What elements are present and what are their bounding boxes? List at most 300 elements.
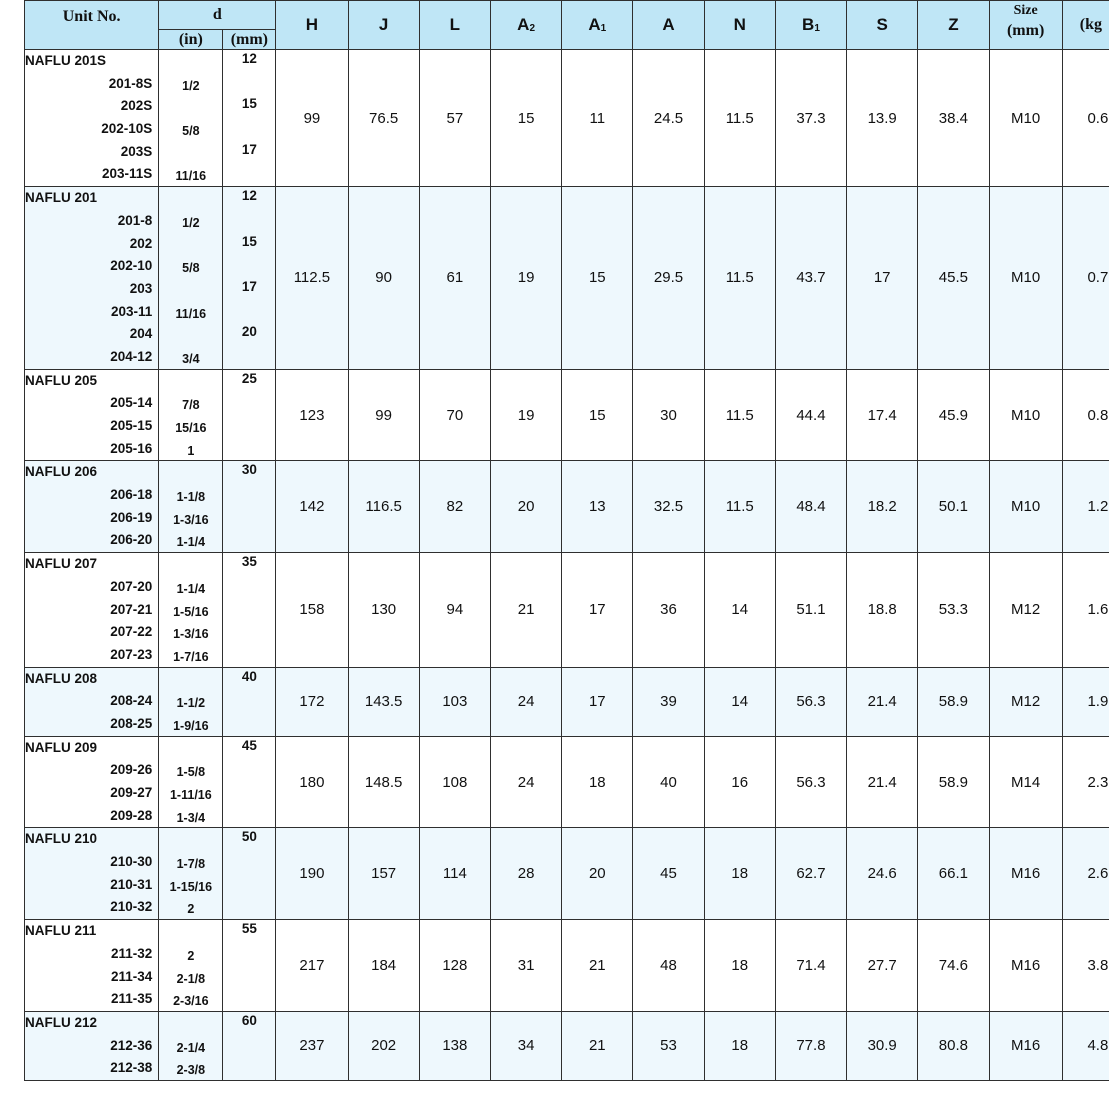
- dimension-value: 14: [704, 667, 775, 736]
- unit-number: 204: [129, 326, 153, 342]
- bore-mm: [223, 346, 275, 369]
- bore-mm: [223, 255, 275, 278]
- bore-inch: 1-7/8: [176, 857, 206, 872]
- dimension-value: 15: [490, 50, 561, 187]
- bore-inch: 11/16: [175, 306, 207, 321]
- dimension-value: 39: [633, 667, 704, 736]
- dimension-value: M16: [989, 1011, 1062, 1080]
- dimension-value: 2.6: [1062, 828, 1109, 920]
- table-row: [25, 50, 1109, 187]
- bore-inch: 2: [187, 902, 195, 917]
- col-header: S: [847, 1, 918, 50]
- col-header: Z: [918, 1, 989, 50]
- dimension-value: 80.8: [918, 1011, 989, 1080]
- table-body: [25, 50, 1109, 1081]
- unit-number: 207-20: [110, 578, 153, 594]
- bore-inch: [159, 461, 222, 484]
- bore-inch: [159, 95, 222, 118]
- dimension-value: M14: [989, 736, 1062, 828]
- dimension-value: 13: [562, 461, 633, 553]
- dimension-value: 53.3: [918, 553, 989, 667]
- dimension-value: 148.5: [348, 736, 419, 828]
- col-header: H: [276, 1, 348, 50]
- bore-mm: [223, 392, 275, 415]
- bore-inch: 5/8: [182, 124, 200, 139]
- table-row: [25, 736, 1109, 828]
- col-header: L: [419, 1, 490, 50]
- bore-inch: [159, 50, 222, 73]
- dimension-value: 17.4: [847, 369, 918, 461]
- mm-column-cell: [223, 187, 276, 370]
- dimension-value: 13.9: [847, 50, 918, 187]
- dimension-value: 11.5: [704, 369, 775, 461]
- d-in-header: (in): [159, 30, 223, 50]
- dimension-value: 130: [348, 553, 419, 667]
- unit-number: 203: [129, 280, 153, 296]
- table-row: [25, 667, 1109, 736]
- dimension-value: 99: [348, 369, 419, 461]
- dimension-value: 24.5: [633, 50, 704, 187]
- bore-mm: [223, 415, 275, 438]
- dimension-value: 2.3: [1062, 736, 1109, 828]
- dimension-value: 112.5: [276, 187, 348, 370]
- unit-number: 210-32: [110, 899, 153, 915]
- dimension-value: 17: [847, 187, 918, 370]
- dimension-value: 77.8: [775, 1011, 846, 1080]
- bore-mm: 50: [241, 829, 257, 845]
- dimension-value: 48.4: [775, 461, 846, 553]
- unit-column-cell: [25, 553, 159, 667]
- unit-number: 201-8S: [108, 75, 153, 91]
- bore-inch: 1/2: [182, 215, 200, 230]
- dimension-value: 56.3: [775, 667, 846, 736]
- bore-mm: [223, 210, 275, 233]
- bore-mm: [223, 874, 275, 897]
- unit-number: 211-34: [111, 968, 153, 984]
- dimension-value: 1.6: [1062, 553, 1109, 667]
- unit-number: 204-12: [110, 348, 153, 364]
- dimension-value: 21: [562, 1011, 633, 1080]
- unit-number: 201-8: [117, 212, 153, 228]
- dimension-value: 11: [562, 50, 633, 187]
- unit-number: NAFLU 205: [25, 372, 98, 388]
- bore-mm: [223, 599, 275, 622]
- bore-mm: [223, 576, 275, 599]
- dimension-value: 202: [348, 1011, 419, 1080]
- bore-mm: 35: [241, 554, 257, 570]
- bore-mm: 12: [241, 188, 257, 204]
- dimension-value: 1.2: [1062, 461, 1109, 553]
- bore-inch: 1-1/2: [176, 696, 206, 711]
- bore-mm: [223, 1057, 275, 1080]
- bore-mm: 17: [241, 278, 257, 294]
- dimension-value: 157: [348, 828, 419, 920]
- bore-mm: 15: [241, 233, 257, 249]
- mm-column-cell: [223, 461, 276, 553]
- dimension-value: 76.5: [348, 50, 419, 187]
- dimension-value: 19: [490, 187, 561, 370]
- bore-inch: [159, 920, 222, 943]
- unit-no-header: Unit No.: [25, 1, 159, 50]
- bore-mm: [223, 644, 275, 667]
- unit-number: 209-26: [110, 762, 153, 778]
- dimension-value: 45.5: [918, 187, 989, 370]
- bore-inch: 2: [187, 948, 195, 963]
- dimension-value: 15: [562, 369, 633, 461]
- bore-inch: [159, 828, 222, 851]
- dimension-value: 28: [490, 828, 561, 920]
- bore-inch: 2-1/4: [176, 1040, 206, 1055]
- dimension-value: 37.3: [775, 50, 846, 187]
- dimension-value: 94: [419, 553, 490, 667]
- unit-number: 209-28: [110, 807, 153, 823]
- dimension-value: 24: [490, 667, 561, 736]
- unit-column-cell: [25, 50, 159, 187]
- bore-inch: 1-1/8: [176, 490, 206, 505]
- bore-mm: [223, 438, 275, 461]
- bore-mm: 55: [241, 921, 257, 937]
- dimension-value: 31: [490, 920, 561, 1012]
- in-column-cell: [159, 667, 223, 736]
- dimension-value: 19: [490, 369, 561, 461]
- col-header: N: [704, 1, 775, 50]
- bore-mm: [223, 943, 275, 966]
- unit-column-cell: [25, 1011, 159, 1080]
- unit-number: NAFLU 209: [25, 739, 98, 755]
- mm-column-cell: [223, 50, 276, 187]
- bolt-size-header: Size (mm): [989, 1, 1062, 50]
- dimension-value: 143.5: [348, 667, 419, 736]
- bore-inch: [159, 233, 222, 256]
- unit-column-cell: [25, 369, 159, 461]
- bore-mm: [223, 507, 275, 530]
- d-header: d: [159, 1, 276, 30]
- bore-inch: [159, 737, 222, 760]
- in-column-cell: [159, 553, 223, 667]
- dimension-value: 20: [562, 828, 633, 920]
- dimension-value: 190: [276, 828, 348, 920]
- table-row: [25, 461, 1109, 553]
- in-column-cell: [159, 187, 223, 370]
- unit-column-cell: [25, 187, 159, 370]
- bore-inch: 1-9/16: [173, 718, 209, 733]
- dimension-value: 61: [419, 187, 490, 370]
- unit-column-cell: [25, 461, 159, 553]
- dimension-value: 4.8: [1062, 1011, 1109, 1080]
- bore-mm: 30: [241, 462, 257, 478]
- unit-number: NAFLU 207: [25, 556, 98, 572]
- bore-mm: [223, 782, 275, 805]
- bearing-dimension-table: [24, 0, 1109, 1081]
- bore-mm: [223, 713, 275, 736]
- dimension-value: 237: [276, 1011, 348, 1080]
- bore-mm: 25: [241, 370, 257, 386]
- dimension-value: 18: [704, 920, 775, 1012]
- in-column-cell: [159, 1011, 223, 1080]
- bore-inch: 15/16: [175, 421, 207, 435]
- unit-number: 203-11: [111, 303, 153, 319]
- dimension-value: 21: [490, 553, 561, 667]
- unit-number: NAFLU 201S: [25, 53, 107, 68]
- bore-mm: 40: [241, 668, 257, 684]
- bore-mm: [223, 621, 275, 644]
- mm-column-cell: [223, 667, 276, 736]
- dimension-value: 18: [704, 1011, 775, 1080]
- unit-number: 202-10: [110, 258, 153, 274]
- in-column-cell: [159, 50, 223, 187]
- bore-inch: 1-1/4: [176, 581, 206, 596]
- unit-number: 205-15: [110, 418, 153, 433]
- dimension-value: M16: [989, 920, 1062, 1012]
- bore-mm: 12: [241, 51, 257, 66]
- bore-mm: 45: [241, 737, 257, 753]
- dimension-value: 11.5: [704, 50, 775, 187]
- table-row: [25, 1011, 1109, 1080]
- bore-mm: [223, 484, 275, 507]
- dimension-value: 18: [704, 828, 775, 920]
- unit-number: 212-36: [110, 1037, 153, 1053]
- bore-inch: 2-3/8: [176, 1063, 206, 1078]
- unit-number: NAFLU 210: [25, 831, 98, 847]
- mm-column-cell: [223, 369, 276, 461]
- dimension-value: 45.9: [918, 369, 989, 461]
- bore-inch: 1/2: [182, 78, 200, 93]
- bore-inch: [159, 278, 222, 301]
- dimension-value: 21.4: [847, 736, 918, 828]
- dimension-value: M10: [989, 369, 1062, 461]
- dimension-value: 17: [562, 667, 633, 736]
- table-row: [25, 369, 1109, 461]
- col-header: J: [348, 1, 419, 50]
- bore-mm: [223, 690, 275, 713]
- dimension-value: 43.7: [775, 187, 846, 370]
- dimension-value: M16: [989, 828, 1062, 920]
- unit-number: 212-38: [110, 1060, 153, 1076]
- unit-number: NAFLU 212: [25, 1014, 98, 1030]
- dimension-value: 45: [633, 828, 704, 920]
- table-row: [25, 920, 1109, 1012]
- dimension-value: M10: [989, 461, 1062, 553]
- dimension-value: 184: [348, 920, 419, 1012]
- unit-number: 211-35: [111, 991, 153, 1007]
- dimension-value: 11.5: [704, 187, 775, 370]
- bore-mm: [223, 896, 275, 919]
- dimension-value: 158: [276, 553, 348, 667]
- in-column-cell: [159, 736, 223, 828]
- unit-number: 211-32: [111, 945, 153, 961]
- bore-inch: [159, 668, 222, 691]
- dimension-value: 62.7: [775, 828, 846, 920]
- dimension-value: 18: [562, 736, 633, 828]
- bore-mm: [223, 759, 275, 782]
- unit-column-cell: [25, 920, 159, 1012]
- bore-inch: 2-3/16: [173, 994, 209, 1009]
- bore-inch: 1-1/4: [176, 535, 206, 550]
- mm-column-cell: [223, 1011, 276, 1080]
- dimension-value: 27.7: [847, 920, 918, 1012]
- dimension-value: 99: [276, 50, 348, 187]
- bore-inch: 2-1/8: [176, 971, 206, 986]
- mm-column-cell: [223, 553, 276, 667]
- bore-inch: [159, 1012, 222, 1035]
- dimension-value: 3.8: [1062, 920, 1109, 1012]
- dimension-value: 17: [562, 553, 633, 667]
- dimension-value: 66.1: [918, 828, 989, 920]
- dimension-value: 44.4: [775, 369, 846, 461]
- dimension-value: 58.9: [918, 736, 989, 828]
- table-row: [25, 553, 1109, 667]
- dimension-value: 24: [490, 736, 561, 828]
- dimension-value: 0.7: [1062, 187, 1109, 370]
- dimension-value: 116.5: [348, 461, 419, 553]
- dimension-value: 36: [633, 553, 704, 667]
- dimension-value: 16: [704, 736, 775, 828]
- unit-number: 206-19: [110, 509, 153, 525]
- bore-inch: 1-5/8: [176, 765, 206, 780]
- bore-mm: [223, 851, 275, 874]
- dimension-value: 21: [562, 920, 633, 1012]
- mm-column-cell: [223, 736, 276, 828]
- dimension-value: 103: [419, 667, 490, 736]
- dimension-value: 15: [562, 187, 633, 370]
- dimension-value: 34: [490, 1011, 561, 1080]
- unit-number: 206-18: [110, 487, 153, 503]
- bore-inch: [159, 370, 222, 393]
- table-row: [25, 828, 1109, 920]
- unit-number: 205-16: [110, 440, 153, 456]
- dimension-value: M10: [989, 187, 1062, 370]
- dimension-value: M12: [989, 667, 1062, 736]
- dimension-value: 74.6: [918, 920, 989, 1012]
- dimension-value: 32.5: [633, 461, 704, 553]
- dimension-value: 18.2: [847, 461, 918, 553]
- bore-mm: 17: [241, 141, 257, 157]
- bore-mm: 15: [241, 96, 257, 112]
- dimension-value: 138: [419, 1011, 490, 1080]
- header-row-1: [25, 1, 1109, 30]
- col-header: $A_2$: [490, 1, 561, 50]
- bore-inch: 1-3/16: [173, 627, 209, 642]
- unit-number: 207-22: [110, 624, 153, 640]
- bore-inch: 11/16: [175, 169, 207, 184]
- dimension-value: 0.6: [1062, 50, 1109, 187]
- bore-inch: 7/8: [182, 398, 200, 413]
- dimension-value: M12: [989, 553, 1062, 667]
- unit-number: 209-27: [110, 785, 153, 800]
- bore-mm: [223, 73, 275, 96]
- dimension-value: 51.1: [775, 553, 846, 667]
- dimension-value: 11.5: [704, 461, 775, 553]
- d-mm-header: (mm): [223, 30, 276, 50]
- table-row: [25, 187, 1109, 370]
- in-column-cell: [159, 369, 223, 461]
- bore-mm: [223, 163, 275, 186]
- dimension-value: 58.9: [918, 667, 989, 736]
- dimension-value: 217: [276, 920, 348, 1012]
- unit-number: 202S: [120, 98, 153, 114]
- dimension-value: 53: [633, 1011, 704, 1080]
- unit-number: 203-11S: [102, 166, 153, 182]
- bore-mm: [223, 988, 275, 1011]
- unit-column-cell: [25, 667, 159, 736]
- dimension-value: 0.8: [1062, 369, 1109, 461]
- bore-mm: [223, 118, 275, 141]
- bore-inch: 1-5/16: [173, 604, 209, 619]
- bore-inch: 3/4: [182, 351, 200, 366]
- dimension-value: 20: [490, 461, 561, 553]
- mm-column-cell: [223, 828, 276, 920]
- dimension-value: 24.6: [847, 828, 918, 920]
- unit-number: 208-24: [110, 693, 153, 709]
- dimension-value: 82: [419, 461, 490, 553]
- bore-inch: 1-11/16: [169, 788, 212, 802]
- dimension-value: 108: [419, 736, 490, 828]
- dimension-value: 29.5: [633, 187, 704, 370]
- unit-number: 207-21: [110, 601, 153, 617]
- dimension-value: 18.8: [847, 553, 918, 667]
- bore-mm: [223, 1035, 275, 1058]
- unit-number: 207-23: [110, 646, 153, 662]
- bore-inch: [159, 187, 222, 210]
- dimension-value: 56.3: [775, 736, 846, 828]
- mm-column-cell: [223, 920, 276, 1012]
- bore-inch: 5/8: [182, 261, 200, 276]
- unit-number: 210-31: [110, 876, 153, 892]
- dimension-value: 30.9: [847, 1011, 918, 1080]
- dimension-value: 90: [348, 187, 419, 370]
- unit-number: 202-10S: [101, 121, 153, 137]
- dimension-value: 180: [276, 736, 348, 828]
- unit-number: NAFLU 201: [25, 190, 98, 206]
- dimension-value: 128: [419, 920, 490, 1012]
- bore-mm: [223, 805, 275, 828]
- bore-mm: 20: [241, 324, 257, 340]
- unit-number: NAFLU 206: [25, 464, 98, 480]
- bore-inch: 1-3/4: [176, 810, 206, 825]
- dimension-value: 57: [419, 50, 490, 187]
- bore-inch: 1-3/16: [173, 512, 209, 527]
- dimension-value: 71.4: [775, 920, 846, 1012]
- dimension-value: 40: [633, 736, 704, 828]
- unit-column-cell: [25, 828, 159, 920]
- dimension-value: 142: [276, 461, 348, 553]
- dimension-value: 50.1: [918, 461, 989, 553]
- dimension-value: 123: [276, 369, 348, 461]
- bore-inch: [159, 141, 222, 164]
- in-column-cell: [159, 828, 223, 920]
- unit-number: 205-14: [110, 395, 153, 411]
- unit-number: 210-30: [110, 854, 153, 870]
- col-header: $B_1$: [775, 1, 846, 50]
- dimension-value: 38.4: [918, 50, 989, 187]
- dimension-value: 30: [633, 369, 704, 461]
- unit-column-cell: [25, 736, 159, 828]
- bore-mm: 60: [241, 1012, 257, 1028]
- bore-mm: [223, 529, 275, 552]
- bore-inch: 1-15/16: [169, 879, 213, 894]
- weight-header: (kg: [1062, 1, 1109, 50]
- bore-inch: [159, 323, 222, 346]
- dimension-value: 1.9: [1062, 667, 1109, 736]
- dimension-value: 114: [419, 828, 490, 920]
- col-header: A: [633, 1, 704, 50]
- unit-number: 206-20: [110, 532, 153, 548]
- bore-mm: [223, 301, 275, 324]
- bore-inch: 1-7/16: [173, 649, 209, 664]
- unit-number: 202: [129, 235, 153, 251]
- bore-inch: [159, 553, 222, 576]
- dimension-value: 21.4: [847, 667, 918, 736]
